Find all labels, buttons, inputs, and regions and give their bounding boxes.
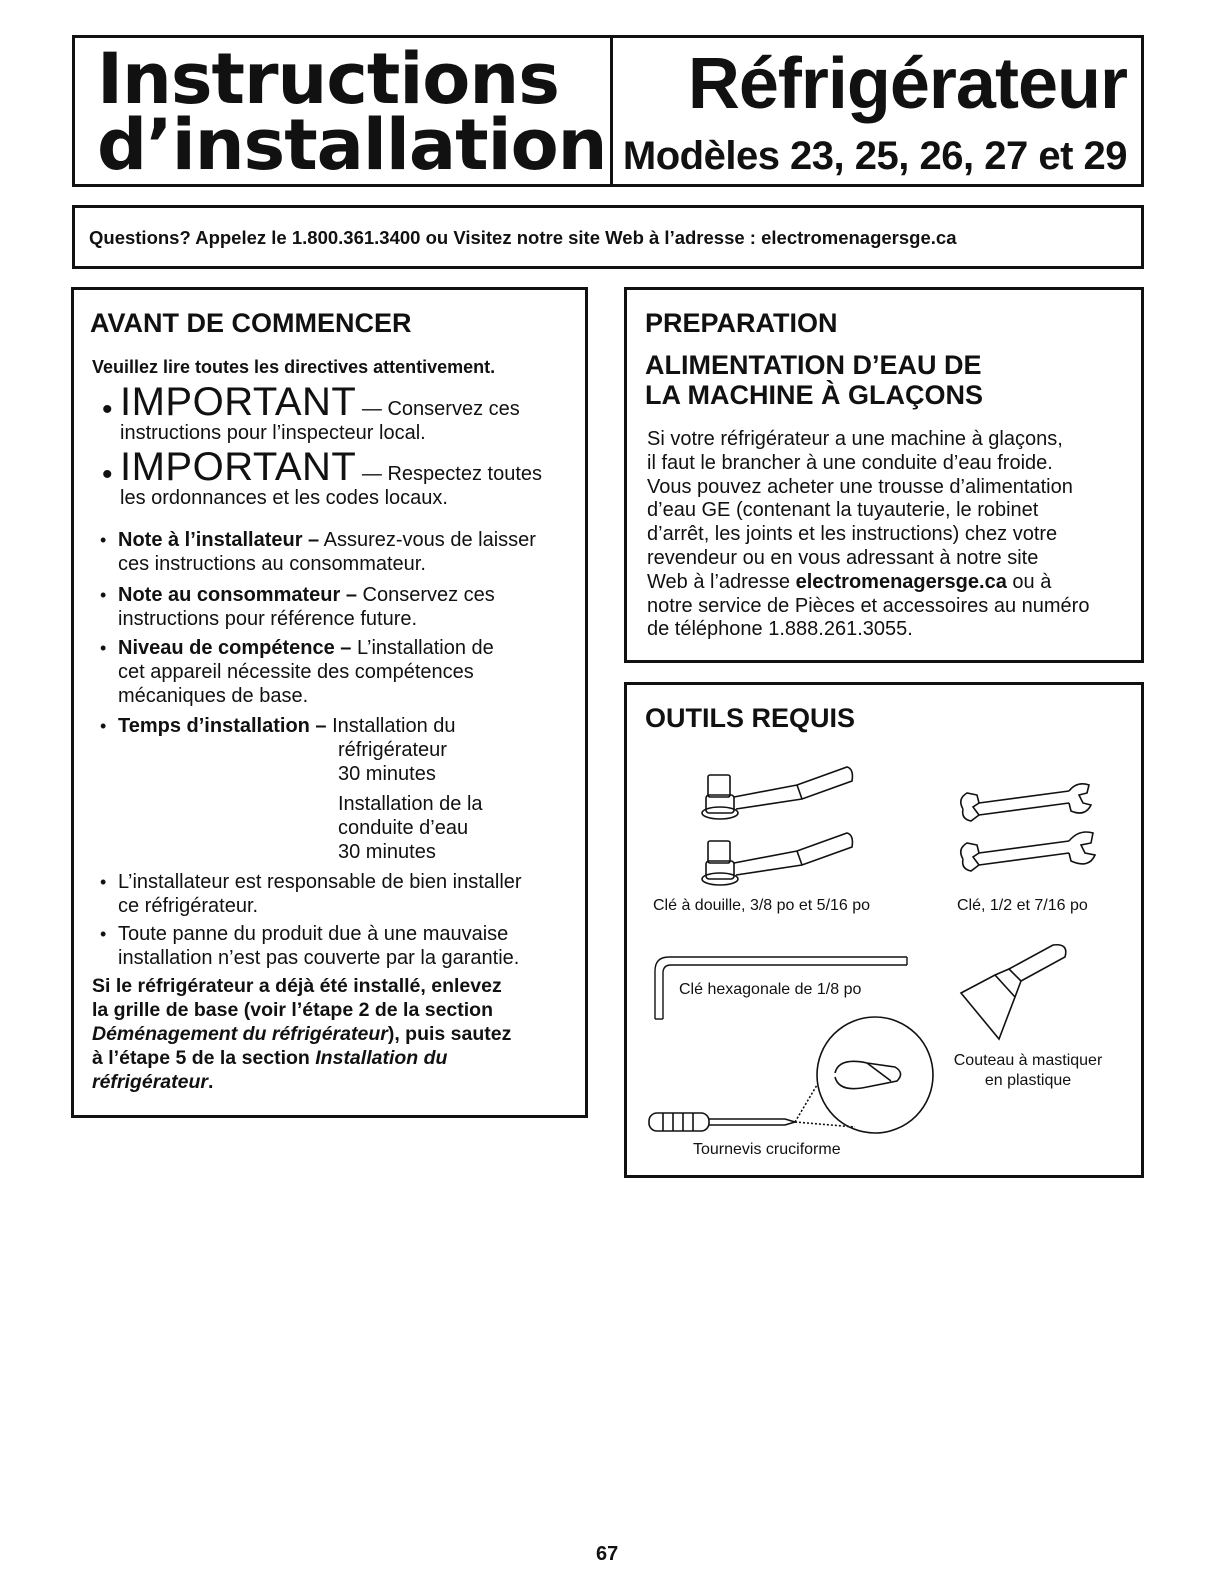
putty-knife-label: Couteau à mastiquer en plastique	[953, 1052, 1103, 1089]
list-item-responsable: • L’installateur est responsable de bien installer ce réfrigérateur.	[100, 871, 522, 917]
list-item-panne: • Toute panne du produit due à une mauvaise installation n’est pas couverte par la garantie.	[100, 923, 520, 969]
putty-knife-icon	[957, 943, 1077, 1043]
avant-lead: Veuillez lire toutes les directives attentivement.	[92, 357, 496, 377]
screwdriver-label: Tournevis cruciforme	[693, 1141, 841, 1158]
product-name: Réfrigérateur	[687, 44, 1127, 124]
list-item-note-consommateur: • Note au consommateur – Conservez ces instructions pour référence future.	[100, 584, 495, 630]
title-line-1: Instructions	[97, 38, 559, 120]
page-number: 67	[596, 1543, 619, 1565]
important-item-2: • IMPORTANT — Respectez toutes les ordonnances et les codes locaux.	[102, 445, 543, 509]
header-divider	[610, 38, 613, 184]
avant-section	[71, 287, 588, 1118]
important-text: — Conservez ces	[361, 398, 520, 420]
already-installed-note: Si le réfrigérateur a déjà été installé, enlevez la grille de base (voir l’étape 2 de la section Déménagement du réfrigérateur), puis sautez à l’étape 5 de la section Installation du réfrigérateur.	[92, 975, 512, 1093]
list-item-niveau: • Niveau de compétence – L’installation de cet appareil nécessite des compétences mécaniques de base.	[100, 637, 494, 707]
important-text: — Respectez toutes	[361, 463, 543, 485]
header-title	[97, 38, 607, 186]
preparation-body: Si votre réfrigérateur a une machine à glaçons, il faut le brancher à une conduite d’eau froide. Vous pouvez acheter une trousse d’alimentation d’eau GE (contenant la tuyauterie, le robinet d’arrêt, les joints et les instructions) chez votre revendeur ou en vous adressant à notre site Web à l’adresse electromenagersge.ca ou à notre service de Pièces et accessoires au numéro de téléphone 1.888.261.3055.	[647, 428, 1090, 641]
important-label: IMPORTANT	[120, 445, 357, 489]
temps-details: réfrigérateur 30 minutes Installation de la conduite d’eau 30 minutes	[338, 739, 483, 863]
important-text-2: instructions pour l’inspecteur local.	[120, 422, 426, 444]
website-link[interactable]: electromenagersge.ca	[795, 570, 1007, 593]
preparation-section	[624, 287, 1144, 663]
socket-wrench-icon	[702, 763, 862, 893]
socket-wrench-label: Clé à douille, 3/8 po et 5/16 po	[653, 897, 871, 914]
important-label: IMPORTANT	[120, 380, 357, 424]
hex-key-label: Clé hexagonale de 1/8 po	[679, 981, 862, 998]
screwdriver-icon	[645, 1037, 925, 1147]
avant-heading: AVANT DE COMMENCER	[90, 308, 412, 338]
wrench-label: Clé, 1/2 et 7/16 po	[957, 897, 1088, 914]
preparation-heading: PREPARATION	[645, 308, 838, 338]
open-end-wrench-icon	[957, 781, 1107, 881]
questions-bar	[72, 205, 1144, 269]
models-line: Modèles 23, 25, 26, 27 et 29	[622, 134, 1127, 178]
document-header	[72, 35, 1144, 187]
important-item-1: • IMPORTANT — Conservez ces instructions pour l’inspecteur local.	[102, 380, 520, 444]
tools-heading: OUTILS REQUIS	[645, 703, 856, 733]
water-supply-heading: ALIMENTATION D’EAU DE LA MACHINE À GLAÇONS	[645, 350, 983, 410]
list-item-temps: • Temps d’installation – Installation du	[100, 715, 456, 737]
important-text-2: les ordonnances et les codes locaux.	[120, 487, 448, 509]
title-line-2: d’installation	[97, 104, 607, 186]
questions-text: Questions? Appelez le 1.800.361.3400 ou Visitez notre site Web à l’adresse : electromenagersge.ca	[89, 227, 957, 248]
list-item-note-installateur: • Note à l’installateur – Assurez-vous de laisser ces instructions au consommateur.	[100, 529, 536, 575]
tools-section	[624, 682, 1144, 1178]
